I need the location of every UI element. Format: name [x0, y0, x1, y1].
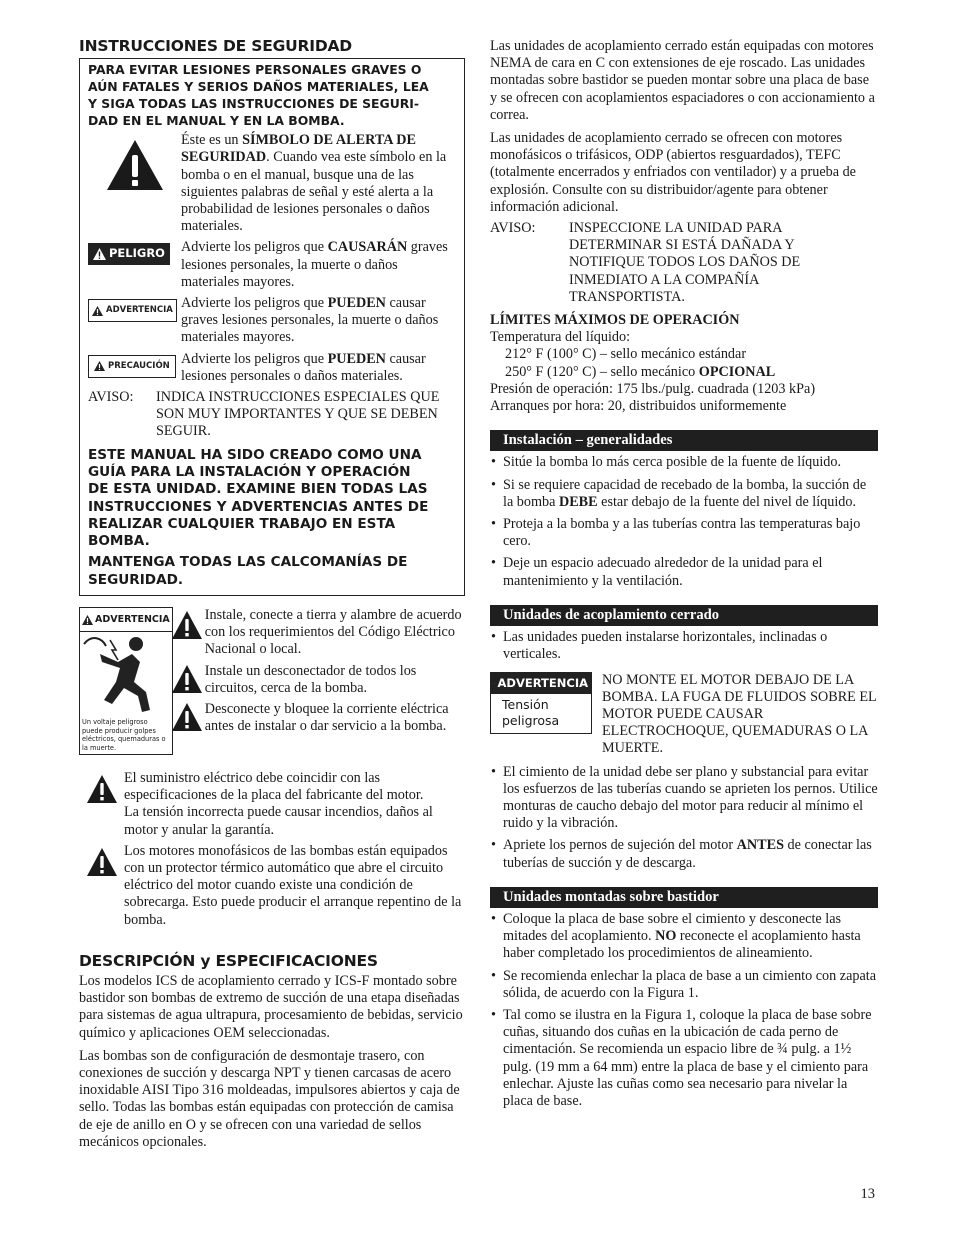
decal-note: MANTENGA TODAS LAS CALCOMANÍAS DE SEGURIDAD. — [88, 554, 408, 588]
electric-decal-caption: Un voltaje peligroso puede producir golpes eléctricos, quemaduras o la muerte. — [82, 718, 166, 752]
advertencia-signal-badge: ADVERTENCIA — [88, 299, 177, 322]
close-coupled-list — [490, 629, 878, 663]
advertencia-row — [88, 295, 456, 347]
motor-mount-warning: ADVERTENCIA Tensión peligrosa NO MONTE EL MOTOR DEBAJO DE LA BOMBA. LA FUGA DE FLUIDOS SOBRE EL MOTOR PUEDE CAUSAR ELECTROCHOQUE, QUEMADURAS O LA MUERTE. — [490, 672, 878, 758]
manual-note: ESTE MANUAL HA SIDO CREADO COMO UNA GUÍA PARA LA INSTALACIÓN Y OPERACIÓN DE ESTA UNIDAD. EXAMINE BIEN TODAS LAS INSTRUCCIONES Y ADVERTENCIAS ANTES DE REALIZAR CUALQUIER TRABAJO EN ESTA BOMBA. — [88, 446, 429, 550]
safety-title: INSTRUCCIONES DE SEGURIDAD — [79, 37, 352, 55]
description-paragraph: Los modelos ICS de acoplamiento cerrado y ICS-F montado sobre bastidor son bombas de extremo de succión de una etapa diseñadas para sistemas de agua ultrapura, procesamiento de bebidas, servicio químico y aplicaciones OEM seleccionadas. — [79, 973, 463, 1041]
advertencia-text: Advierte los peligros que PUEDEN causar graves lesiones personales, la muerte o daños materiales mayores. — [181, 295, 439, 346]
description-paragraph: Las bombas son de configuración de desmontaje trasero, con conexiones de succión y descarga NPT y tienen carcasas de acero inoxidable AISI Tipo 316 moldeadas, impulsores abiertos y caja de sello. Todas las bombas están equipadas con protección de camisa de eje de anillo en O y se ofrecen con una variedad de sellos mecánicos opcionales. — [79, 1047, 460, 1150]
page-number: 13 — [860, 1186, 875, 1202]
motor-paragraph: Las unidades de acoplamiento cerrado están equipadas con motores NEMA de cara en C con extensiones de eje roscado. Las unidades montadas sobre bastidor se pueden montar sobre una placa de base y se ofrecen con acoplamientos espaciadores o con accionamiento a correa. — [490, 38, 875, 123]
close-coupled-section-header: Unidades de acoplamiento cerrado — [490, 605, 878, 626]
installation-list — [490, 454, 878, 589]
peligro-text: Advierte los peligros que CAUSARÁN graves lesiones personales, la muerte o daños materiales mayores. — [181, 239, 448, 290]
left-column — [79, 38, 465, 1151]
warning-triangle-icon — [93, 248, 106, 260]
list-item: • Sitúe la bomba lo más cerca posible de la fuente de líquido. — [490, 454, 878, 471]
electric-item: Desconecte y bloquee la corriente eléctrica antes de instalar o dar servicio a la bomba. — [205, 701, 465, 735]
precaucion-row — [88, 351, 456, 385]
warning-triangle-icon — [494, 678, 495, 689]
list-item: • Apriete los pernos de sujeción del motor ANTES de conectar las tuberías de succión y de descarga. — [490, 837, 878, 871]
warning-triangle-icon — [171, 702, 203, 732]
hazardous-voltage-decal: ADVERTENCIA Tensión peligrosa — [490, 672, 592, 734]
limits-title: LÍMITES MÁXIMOS DE OPERACIÓN — [490, 312, 740, 329]
safety-symbol-text: Éste es un SÍMBOLO DE ALERTA DE SEGURIDAD. Cuando vea este símbolo en la bomba o en el manual, busque una de las siguientes palabras de señal y esté alerta a la probabilidad de lesiones personales o daños materiales. — [181, 132, 447, 235]
warning-triangle-icon — [86, 847, 118, 877]
aviso-note: AVISO: INDICA INSTRUCCIONES ESPECIALES QUE SON MUY IMPORTANTES Y QUE SE DEBEN SEGUIR. — [88, 389, 440, 440]
electrocution-figure-icon — [80, 632, 168, 714]
list-item: • Las unidades pueden instalarse horizontales, inclinadas o verticales. — [490, 629, 878, 663]
safety-box — [79, 58, 465, 596]
inspection-notice: AVISO: INSPECCIONE LA UNIDAD PARA DETERMINAR SI ESTÁ DAÑADA Y NOTIFIQUE TODOS LOS DAÑOS DE INMEDIATO A LA COMPAÑÍA TRANSPORTISTA. — [490, 220, 801, 305]
precaucion-text: Advierte los peligros que PUEDEN causar lesiones personales o daños materiales. — [181, 350, 426, 384]
list-item: • Deje un espacio adecuado alrededor de la unidad para el mantenimiento y la ventilación. — [490, 555, 878, 589]
electrical-warnings — [79, 607, 465, 755]
electric-shock-decal: ADVERTENCIA Un voltaje peligroso puede producir golpes eléctricos, quemaduras o la muerte. — [79, 607, 173, 755]
warning-triangle-icon — [82, 615, 93, 625]
close-coupled-list — [490, 764, 878, 872]
warning-triangle-icon — [171, 664, 203, 694]
supply-warning: El suministro eléctrico debe coincidir con las especificaciones de la placa del fabricante del motor. La tensión incorrecta puede causar incendios, daños al motor y anular la garantía. — [79, 770, 465, 839]
safety-box-heading: PARA EVITAR LESIONES PERSONALES GRAVES O AÚN FATALES Y SERIOS DAÑOS MATERIALES, LEA Y SIGA TODAS LAS INSTRUCCIONES DE SEGURI- DAD EN EL MANUAL Y EN LA BOMBA. — [88, 62, 429, 129]
frame-mounted-section-header: Unidades montadas sobre bastidor — [490, 887, 878, 908]
list-item: • Proteja a la bomba y a las tuberías contra las temperaturas bajo cero. — [490, 516, 878, 550]
list-item: • Tal como se ilustra en la Figura 1, coloque la placa de base sobre cuñas, situando dos cuñas en la ubicación de cada perno de cimentación. Se recomienda un espacio libre de ¾ pulg. a 1½ pulg. (19 mm a 64 mm) entre la placa de base y el cimiento para enlechar. Ajuste las cuñas como sea necesario para nivelar la placa de base. — [490, 1007, 878, 1110]
list-item: • Si se requiere capacidad de recebado de la bomba, la succión de la bomba DEBE estar debajo de la fuente del nivel de líquido. — [490, 477, 878, 511]
peligro-row — [88, 239, 456, 291]
safety-symbol-row — [88, 132, 456, 235]
warning-triangle-icon — [171, 610, 203, 640]
right-column — [490, 38, 878, 1110]
electric-item: Instale un desconectador de todos los circuitos, cerca de la bomba. — [205, 663, 465, 697]
frame-mounted-list — [490, 911, 878, 1110]
warning-triangle-icon — [94, 361, 105, 371]
warning-triangle-icon — [92, 306, 103, 316]
precaucion-signal-badge: PRECAUCIÓN — [88, 355, 176, 378]
warning-triangle-icon — [86, 774, 118, 804]
operating-limits: LÍMITES MÁXIMOS DE OPERACIÓN Temperatura del líquido: 212° F (100° C) – sello mecánico estándar 250° F (120° C) – sello mecánico OPCIONAL Presión de operación: 175 lbs./pulg. cuadrada (1203 kPa) Arranques por hora: 20, distribuidos uniformemente — [490, 312, 878, 415]
electric-item: Instale, conecte a tierra y alambre de acuerdo con los requerimientos del Código Eléctrico Nacional o local. — [205, 607, 465, 659]
peligro-signal-badge: PELIGRO — [88, 243, 170, 264]
installation-section-header: Instalación – generalidades — [490, 430, 878, 451]
safety-alert-icon — [105, 138, 165, 192]
list-item: • El cimiento de la unidad debe ser plano y substancial para evitar los esfuerzos de las tuberías cuando se aprieten los pernos. Utilice monturas de caucho debajo del motor para reducir al mínimo el ruido y la vibración. — [490, 764, 878, 833]
motor-types-paragraph: Las unidades de acoplamiento cerrado se ofrecen con motores monofásicos o trifásicos, ODP (abiertos resguardados), TEFC (totalmente encerrados y enfriados con ventilador) y a prueba de explosión. Consulte con su distribuidor/agente para obtener información adicional. — [490, 130, 856, 215]
list-item: • Se recomienda enlechar la placa de base a un cimiento con zapata sólida, de acuerdo con la Figura 1. — [490, 968, 878, 1002]
thermal-warning: Los motores monofásicos de las bombas están equipados con un protector térmico automático que abre el circuito eléctrico del motor cuando existe una condición de sobrecarga. Esto puede producir el arranque repentino de la bomba. — [79, 843, 465, 929]
list-item: • Coloque la placa de base sobre el cimiento y desconecte las mitades del acoplamiento. NO reconecte el acoplamiento hasta haber completado los procedimientos de alineamiento. — [490, 911, 878, 963]
description-title: DESCRIPCIÓN y ESPECIFICACIONES — [79, 951, 378, 970]
